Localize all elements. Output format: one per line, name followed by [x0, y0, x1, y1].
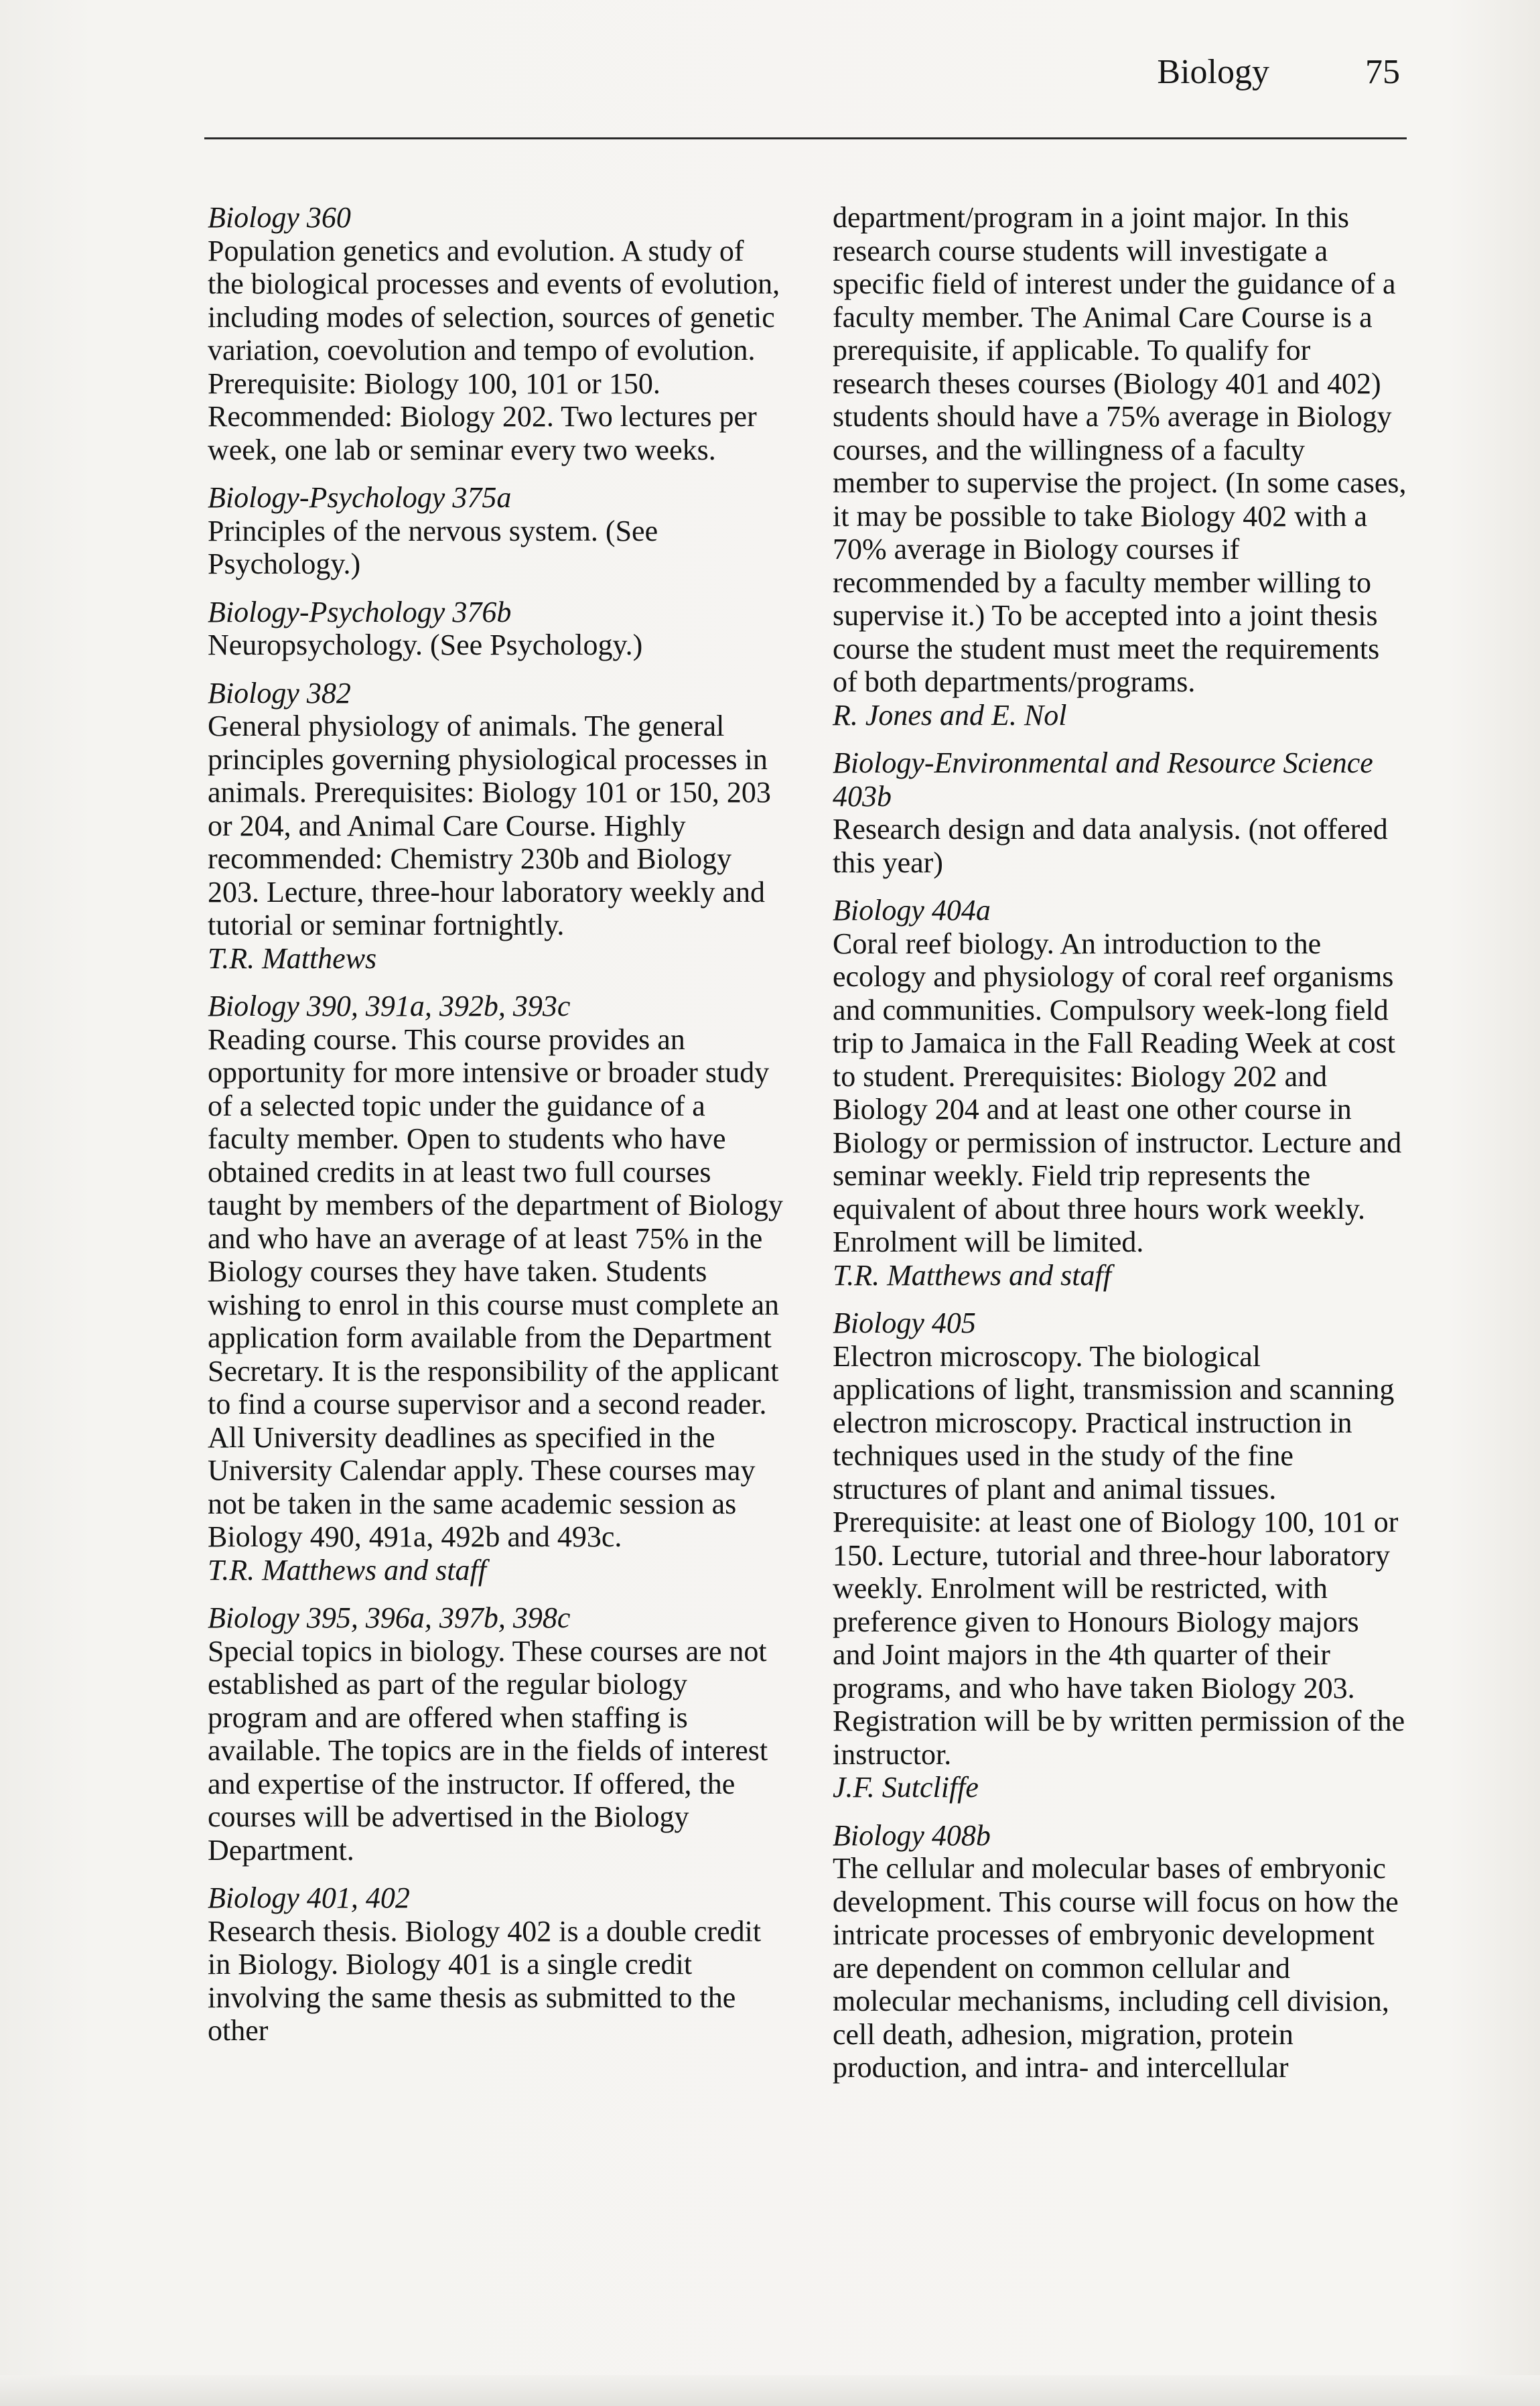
course-entry [208, 596, 784, 662]
page-bottom-shadow [0, 2375, 1540, 2406]
course-description: Research thesis. Biology 402 is a double credit in Biology. Biology 401 is a single credit involving the same thesis as submitted to the other [208, 1914, 762, 2047]
left-column [208, 201, 784, 2062]
course-title: Biology-Psychology 376b [208, 595, 512, 628]
course-title: Biology 390, 391a, 392b, 393c [208, 990, 571, 1022]
course-entry [208, 481, 784, 581]
course-description: The cellular and molecular bases of embryonic development. This course will focus on how the intricate processes of embryonic development are dependent on common cellular and molecular mechanisms, including cell division, cell death, adhesion, migration, protein production, and intra- and intercellular [833, 1852, 1399, 2084]
page-number: 75 [1365, 53, 1400, 91]
course-instructor: T.R. Matthews and staff [833, 1258, 1111, 1292]
course-instructor: J.F. Sutcliffe [833, 1771, 979, 1804]
course-title: Biology 408b [833, 1818, 991, 1852]
course-description: Research design and data analysis. (not offered this year) [833, 813, 1388, 879]
header-rule [204, 137, 1407, 139]
course-instructor: T.R. Matthews and staff [208, 1553, 486, 1587]
course-entry [833, 1307, 1409, 1804]
course-entry-continued [833, 201, 1409, 732]
right-column [833, 201, 1409, 2099]
course-title: Biology 404a [833, 894, 991, 927]
course-entry [208, 990, 784, 1587]
course-entry [833, 746, 1409, 879]
course-title: Biology-Environmental and Resource Science 403b [833, 746, 1373, 813]
course-description: General physiology of animals. The general principles governing physiological processes in animals. Prerequisites: Biology 101 or 150, 203 or 204, and Animal Care Course. Highly recommended: Chemistry 230b and Biology 203. Lecture, three-hour laboratory weekly and tutorial or seminar fortnightly. [208, 710, 771, 941]
course-entry [833, 1819, 1409, 2084]
course-entry [208, 1601, 784, 1867]
course-title: Biology 395, 396a, 397b, 398c [208, 1601, 571, 1634]
course-title: Biology 401, 402 [208, 1881, 410, 1914]
section-title: Biology [1157, 53, 1269, 91]
course-description: Neuropsychology. (See Psychology.) [208, 628, 643, 661]
course-description: Special topics in biology. These courses are not established as part of the regular biology program and are offered when staffing is available. The topics are in the fields of interest and expertise of the instructor. If offered, the courses will be advertised in the Biology Department. [208, 1634, 768, 1867]
course-description: Coral reef biology. An introduction to the ecology and physiology of coral reef organisms and communities. Compulsory week-long field trip to Jamaica in the Fall Reading Week at cost to student. Prerequisites: Biology 202 and Biology 204 and at least one other course in Biology or permission of instructor. Lecture and seminar weekly. Field trip represents the equivalent of about three hours work weekly. Enrolment will be limited. [833, 927, 1402, 1258]
course-entry [208, 201, 784, 466]
course-instructor: R. Jones and E. Nol [833, 698, 1067, 732]
course-title: Biology 405 [833, 1307, 976, 1339]
course-instructor: T.R. Matthews [208, 941, 377, 975]
course-entry [208, 1881, 784, 2048]
running-header [204, 48, 1407, 102]
course-entry [208, 677, 784, 976]
course-title: Biology 382 [208, 676, 351, 710]
course-entry [833, 894, 1409, 1292]
course-description: Electron microscopy. The biological applications of light, transmission and scanning electron microscopy. Practical instruction in techniques used in the study of the fine structures of plant and animal tissues. Prerequisite: at least one of Biology 100, 101 or 150. Lecture, tutorial and three-hour laboratory weekly. Enrolment will be restricted, with preference given to Honours Biology majors and Joint majors in the 4th quarter of their programs, and who have taken Biology 203. Registration will be by written permission of the instructor. [833, 1339, 1405, 1771]
course-description: Principles of the nervous system. (See Psychology.) [208, 514, 658, 580]
course-description: Population genetics and evolution. A study of the biological processes and events of evolution, including modes of selection, sources of genetic variation, coevolution and tempo of evolution. Prerequisite: Biology 100, 101 or 150. Recommended: Biology 202. Two lectures per week, one lab or seminar every two weeks. [208, 234, 780, 466]
course-title: Biology-Psychology 375a [208, 481, 512, 514]
course-description-continued: department/program in a joint major. In this research course students will investigate a specific field of interest under the guidance of a faculty member. The Animal Care Course is a prerequisite, if applicable. To qualify for research theses courses (Biology 401 and 402) students should have a 75% average in Biology courses, and the willingness of a faculty member to supervise the project. (In some cases, it may be possible to take Biology 402 with a 70% average in Biology courses if recommended by a faculty member willing to supervise it.) To be accepted into a joint thesis course the student must meet the requirements of both departments/programs. [833, 201, 1407, 698]
course-description: Reading course. This course provides an opportunity for more intensive or broader study of a selected topic under the guidance of a faculty member. Open to students who have obtained credits in at least two full courses taught by members of the department of Biology and who have an average of at least 75% in the Biology courses they have taken. Students wishing to enrol in this course must complete an application form available from the Department Secretary. It is the responsibility of the applicant to find a course supervisor and a second reader. All University deadlines as specified in the University Calendar apply. These courses may not be taken in the same academic session as Biology 490, 491a, 492b and 493c. [208, 1022, 784, 1553]
course-title: Biology 360 [208, 201, 351, 234]
